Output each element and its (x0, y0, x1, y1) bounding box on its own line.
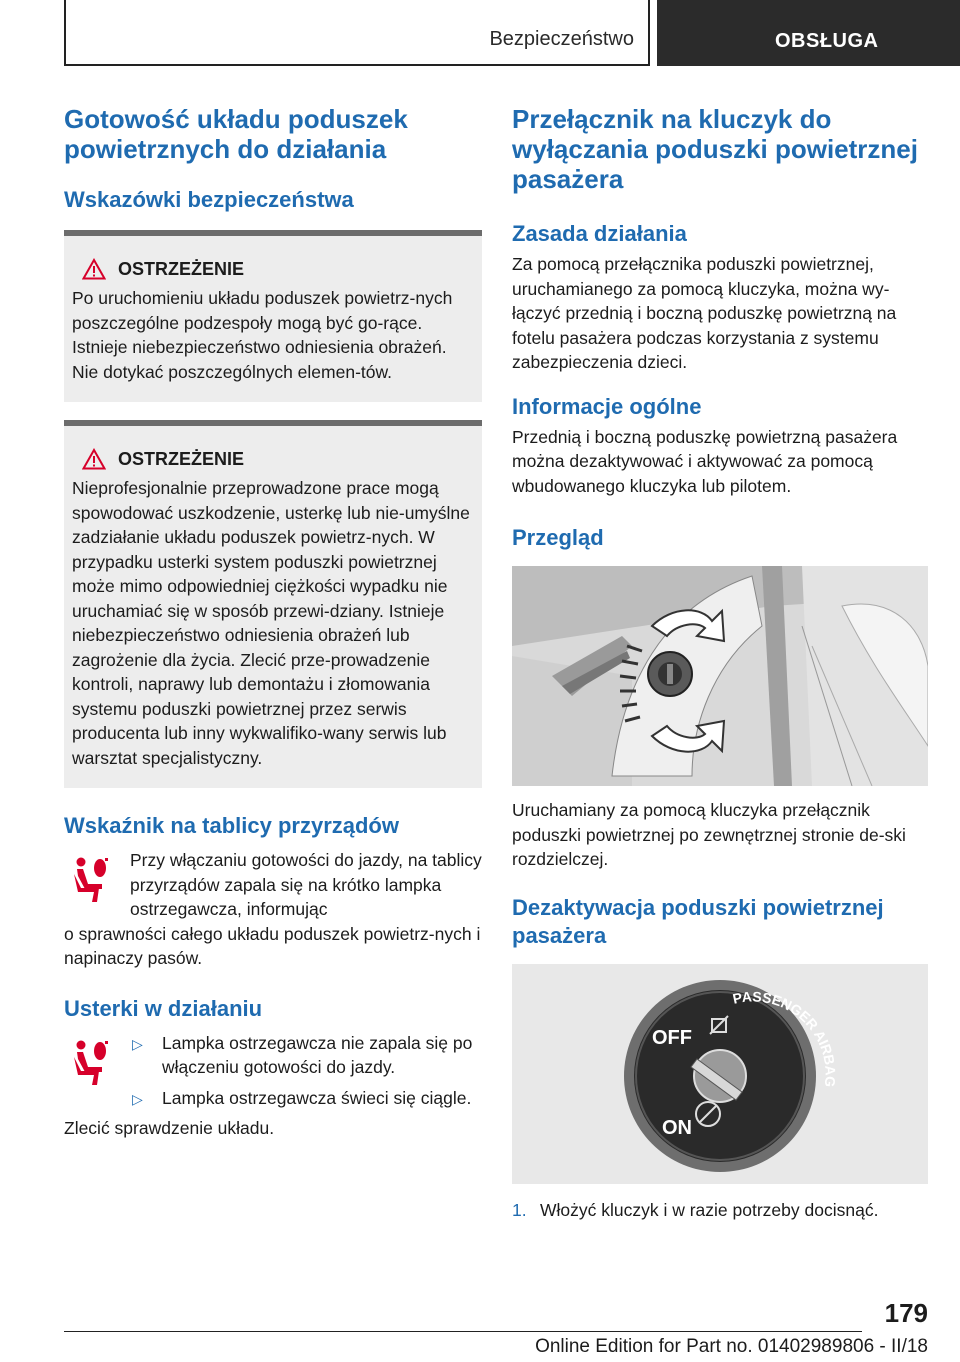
left-column (64, 100, 482, 1141)
indicator-text: Przy włączaniu gotowości do jazdy, na tablicy przyrządów zapala się na krótko lampka ostrzegawcza, informując (130, 850, 482, 919)
footer-divider (64, 1331, 862, 1332)
switch-label-off: OFF (652, 1026, 692, 1049)
switch-arc-label: PASSENGER AIRBAG (731, 987, 839, 1088)
section-title-airbag-readiness: Gotowość układu poduszek powietrznych do działania (64, 104, 408, 164)
subheading-deactivation: Dezaktywacja poduszki powietrznej pasażera (512, 894, 884, 948)
warning-label: OSTRZEŻENIE (118, 448, 245, 469)
triangle-bullet-icon: ▷ (132, 1035, 143, 1052)
subheading-malfunctions: Usterki w działaniu (64, 995, 263, 1021)
dashboard-illustration (512, 566, 928, 786)
malfunction-list-block (64, 1031, 482, 1141)
header-section-title: Bezpieczeństwo (489, 28, 634, 50)
list-item: ▷ Lampka ostrzegawcza świeci się ciągle. (132, 1086, 482, 1111)
header-chapter-box (657, 0, 960, 66)
warning-triangle-icon (82, 448, 106, 470)
steps-list (512, 1198, 928, 1223)
warning-label: OSTRZEŻENIE (118, 258, 245, 279)
general-info-text: Przednią i boczną poduszkę powietrzną pasażera można dezaktywować i aktywować za pomocą wbudowanego kluczyka lub pilotem. (512, 426, 898, 496)
page-number: 179 (884, 1298, 928, 1328)
overview-caption: Uruchamiany za pomocą kluczyka przełącznik poduszki powietrznej po zewnętrznej stronie de-ski rozdzielczej. (512, 800, 906, 869)
warning-box-hot-components (64, 230, 482, 402)
footer-edition: Online Edition for Part no. 01402989806 - II/18 (535, 1336, 928, 1357)
warning-box-unprofessional-work (64, 420, 482, 788)
warning-text: Po uruchomieniu układu poduszek powietrz-nych poszczególne podzespoły mogą być go-rące. Istnieje niebezpieczeństwo odniesienia obrażeń. Nie dotykać poszczególnych elemen-tów. (72, 288, 453, 382)
dashboard-switch-photo (512, 566, 928, 786)
warning-triangle-icon (82, 258, 106, 280)
airbag-warning-light-icon (70, 854, 112, 906)
malfunction-action-text: Zlecić sprawdzenie układu. (64, 1118, 275, 1138)
subheading-safety-notes: Wskazówki bezpieczeństwa (64, 187, 354, 212)
indicator-text-continued: o sprawności całego układu poduszek powietrz-nych i napinaczy pasów. (64, 923, 481, 968)
triangle-bullet-icon: ▷ (132, 1090, 143, 1107)
subheading-overview: Przegląd (512, 525, 604, 550)
header-section-box (64, 0, 650, 66)
subheading-general-info: Informacje ogólne (512, 393, 702, 419)
principle-text: Za pomocą przełącznika poduszki powietrznej, uruchamianego za pomocą kluczyka, można wy-łączyć przednią i boczną poduszkę powietrzną na fotelu pasażera podczas korzystania z systemu zabezpieczenia dzieci. (512, 254, 897, 372)
airbag-key-switch-illustration (512, 964, 928, 1184)
list-item: 1. Włożyć kluczyk i w razie potrzeby docisnąć. (512, 1199, 879, 1220)
subheading-indicator: Wskaźnik na tablicy przyrządów (64, 813, 399, 838)
section-title-key-switch: Przełącznik na kluczyk do wyłączania poduszki powietrznej pasażera (512, 104, 918, 194)
malfunction-list (132, 1031, 482, 1111)
list-item: ▷ Lampka ostrzegawcza nie zapala się po włączeniu gotowości do jazdy. (132, 1032, 473, 1077)
switch-label-on: ON (662, 1116, 692, 1139)
subheading-principle: Zasada działania (512, 221, 687, 246)
airbag-warning-light-icon (70, 1037, 112, 1089)
warning-text: Nieprofesjonalnie przeprowadzone prace mogą spowodować uszkodzenie, usterkę lub nie-umyślne zadziałanie układu poduszek powietrz-nych. W przypadku usterki system poduszki powietrznej może mimo odpowiedniej ciężkości wypadku nie uruchamiać się w sposób przewi-dziany. Istnieje niebezpieczeństwo odniesienia obrażeń lub zagrożenie dla życia. Zlecić prze-prowadzenie kontroli, naprawy lub demontażu i złomowania systemu poduszki powietrznej przez serwis producenta lub inny wykwalifiko-wany serwis lub warsztat specjalistyczny. (72, 478, 470, 768)
header-chapter-title: OBSŁUGA (775, 30, 879, 52)
indicator-paragraph (64, 848, 482, 971)
right-column (512, 100, 928, 1222)
airbag-switch-photo (512, 964, 928, 1184)
